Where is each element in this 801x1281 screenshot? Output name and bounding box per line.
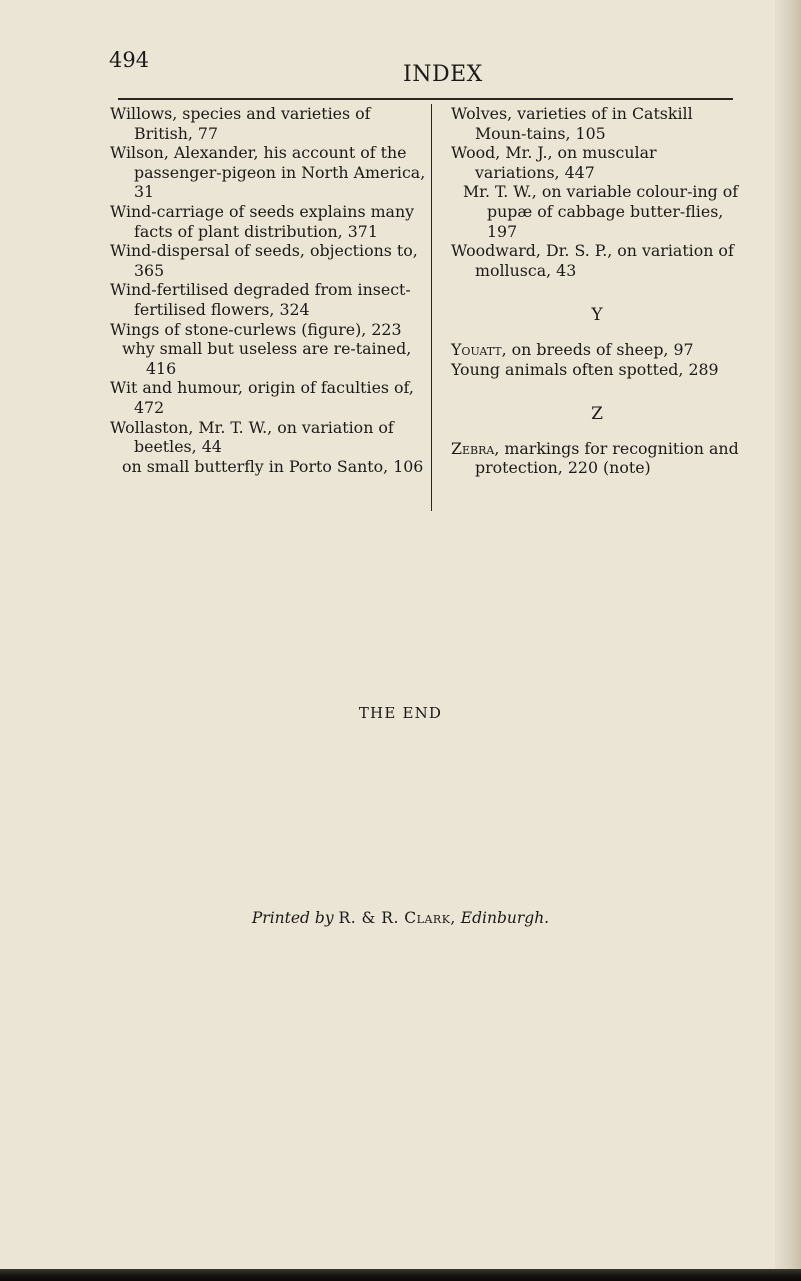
index-entry <box>451 439 743 478</box>
section-letter-y: Y <box>591 305 603 326</box>
index-subentry: Mr. T. W., on variable colour-ing of pupæ of cabbage butter-flies, 197 <box>463 182 739 241</box>
index-entry: Wood, Mr. J., on muscular variations, 447 <box>451 143 657 182</box>
printer-imprint <box>0 909 801 927</box>
index-entry: Wollaston, Mr. T. W., on variation of beetles, 44 <box>110 417 394 457</box>
right-index-column <box>451 104 743 478</box>
index-entry: Willows, species and varieties of British, 77 <box>110 104 371 143</box>
index-entry: Wolves, varieties of in Catskill Moun-tains, 105 <box>451 104 693 143</box>
index-entry <box>451 340 743 360</box>
page-edge <box>775 0 801 1281</box>
index-entry: Wind-dispersal of seeds, objections to, 365 <box>110 241 418 280</box>
index-subentry: why small but useless are re-tained, 416 <box>122 339 412 378</box>
imprint-firm: R. & R. Clark, <box>338 909 456 927</box>
page-number: 494 <box>109 48 150 72</box>
index-entry: Woodward, Dr. S. P., on variation of mollusca, 43 <box>451 241 734 280</box>
entry-lead: Youatt <box>451 339 502 359</box>
column-divider <box>431 104 432 511</box>
imprint-city: Edinburgh. <box>460 909 550 927</box>
index-entry: Wind-fertilised degraded from insect-fertilised flowers, 324 <box>110 280 411 319</box>
index-subentry: on small butterfly in Porto Santo, 106 <box>122 456 424 476</box>
index-entry: Wind-carriage of seeds explains many facts of plant distribution, 371 <box>110 201 415 241</box>
entry-lead: Zebra <box>451 438 495 458</box>
section-letter-z: Z <box>591 404 603 425</box>
index-entry <box>451 360 743 380</box>
imprint-printed-by: Printed by <box>251 909 334 927</box>
running-head: INDEX <box>403 62 483 87</box>
index-entry: Wings of stone-curlews (figure), 223 <box>110 319 402 339</box>
index-entry: Wilson, Alexander, his account of the passenger-pigeon in North America, 31 <box>110 143 426 202</box>
index-entry: Wit and humour, origin of faculties of, 472 <box>110 378 414 417</box>
header-rule <box>118 98 733 100</box>
entry-text: Young animals often spotted, 289 <box>451 359 719 379</box>
entry-text: , markings for recognition and protection, 220 (note) <box>475 438 739 478</box>
scan-bottom-band <box>0 1269 801 1281</box>
the-end: THE END <box>358 704 443 722</box>
entry-text: , on breeds of sheep, 97 <box>501 339 694 359</box>
left-index-column <box>110 104 430 476</box>
